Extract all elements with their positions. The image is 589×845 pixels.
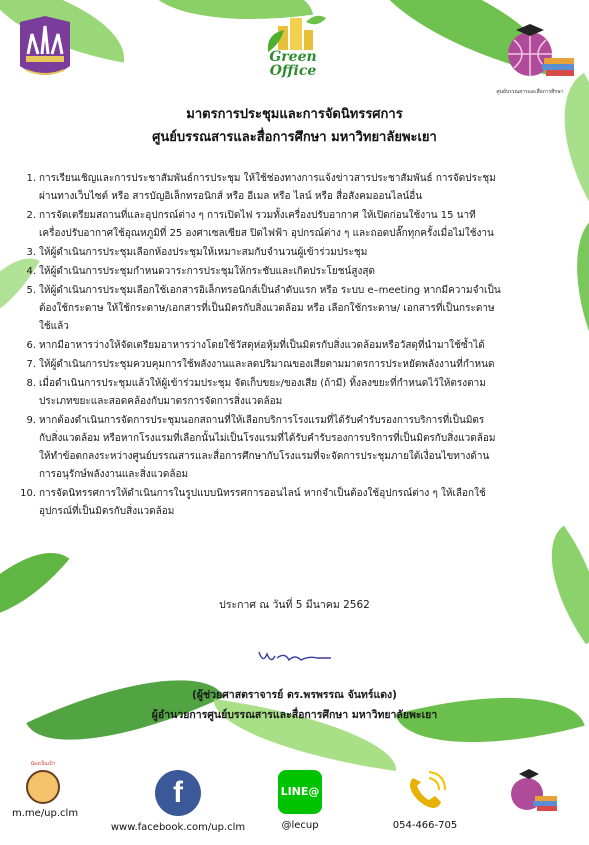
office-word: Office [269,63,317,79]
measure-text [39,337,570,355]
measure-line: ให้ผู้ดำเนินการประชุมควบคุมการใช้พลังงานและลดปริมาณของเสียตามมาตรการประหยัดพลังงานที่กำหนด [39,359,495,370]
measure-item [18,244,570,262]
footer-facebook[interactable] [108,770,248,833]
university-logo [16,14,74,88]
measure-line: ใช้แล้ว [39,321,69,332]
measure-line: กับสิ่งแวดล้อม หรือหากโรงแรมที่เลือกนั้นไม่เป็นโรงแรมที่ได้รับคำรับรองการบริการที่เป็นมิตรกับสิ่งแวดล้อม [39,433,496,444]
line-icon[interactable]: LINE@ [278,770,322,814]
library-logo-caption: ศูนย์บรรณสารและสื่อการศึกษา [496,89,564,95]
measure-item [18,282,570,336]
measure-item [18,207,570,243]
signer-position: ผู้อำนวยการศูนย์บรรณสารและสื่อการศึกษา มหาวิทยาลัยพะเยา [151,709,438,721]
measure-line: ต้องใช้กระดาษ ให้ใช้กระดาษ/เอกสารที่เป็นมิตรกับสิ่งแวดล้อม หรือ เลือกใช้กระดาษ/ เอกสารที่เป็นกระดาษ [39,303,495,314]
measure-line: หากต้องดำเนินการจัดการประชุมนอกสถานที่ให้เลือกบริการโรงแรมที่ได้รับคำรับรองการบริการที่เป็นมิตร [39,415,485,426]
library-center-logo [480,20,580,100]
measure-line: การจัดนิทรรศการให้ดำเนินการในรูปแบบนิทรรศการออนไลน์ หากจำเป็นต้องใช้อุปกรณ์ต่าง ๆ ให้เลือกใช้ [39,488,486,499]
measure-text [39,207,570,243]
facebook-link[interactable]: www.facebook.com/up.clm [110,822,246,833]
measure-text [39,485,570,521]
measure-line: อุปกรณ์ที่เป็นมิตรกับสิ่งแวดล้อม [39,506,175,517]
measure-line: การจัดเตรียมสถานที่และอุปกรณ์ต่าง ๆ การเปิดไฟ รวมทั้งเครื่องปรับอากาศ ให้เปิดก่อนใช้งาน 15 นาที [39,210,476,221]
measure-number: 4. [26,266,36,277]
measure-number: 9. [26,415,36,426]
signer-name: (ผู้ช่วยศาสตราจารย์ ดร.พรพรรณ จันทร์แดง) [192,689,397,701]
measure-line: ประเภทขยะและสอดคล้องกับมาตรการจัดการสิ่งแวดล้อม [39,396,283,407]
footer-line[interactable] [270,770,330,831]
green-word: Green [269,49,317,65]
measure-line: การอนุรักษ์พลังงานและสิ่งแวดล้อม [39,469,189,480]
announcement-date: ประกาศ ณ วันที่ 5 มีนาคม 2562 [219,599,370,611]
measure-number: 6. [26,340,36,351]
measure-text [39,170,570,206]
measure-line: เครื่องปรับอากาศใช้อุณหภูมิที่ 25 องศาเซลเซียส ปิดไฟฟ้า อุปกรณ์ต่าง ๆ และถอดปลั๊กทุกครั้งเมื่อไม่ใช้งาน [39,228,494,239]
measure-line: ให้ผู้ดำเนินการประชุมเลือกห้องประชุมให้เหมาะสมกับจำนวนผู้เข้าร่วมประชุม [39,247,368,258]
leaf-left-low [0,527,70,643]
mascot-label: น้องเป็นเป้า [30,761,56,767]
measure-line: หากมีอาหารว่างให้จัดเตรียมอาหารว่างโดยใช้วัสดุห่อหุ้มที่เป็นมิตรกับสิ่งแวดล้อมหรือวัสดุที่นำมาใช้ซ้ำได้ [39,340,485,351]
measure-text [39,244,570,262]
measure-number: 2. [26,210,36,221]
measure-line: ให้ทำข้อตกลงระหว่างศูนย์บรรณสารและสื่อการศึกษากับโรงแรมที่จะจัดการประชุมภายใต้เงื่อนไขทางด้าน [39,451,490,462]
measure-item [18,337,570,355]
measure-line: ให้ผู้ดำเนินการประชุมกำหนดวาระการประชุมให้กระชับและเกิดประโยชน์สูงสุด [39,266,375,277]
measure-item [18,485,570,521]
measure-number: 3. [26,247,36,258]
measure-number: 1. [26,173,36,184]
title-line-2: ศูนย์บรรณสารและสื่อการศึกษา มหาวิทยาลัยพะเยา [152,130,437,145]
footer-messenger[interactable] [12,760,79,819]
measure-number: 7. [26,359,36,370]
footer-library-logo [494,766,564,819]
measure-line: การเรียนเชิญและการประชาสัมพันธ์การประชุม ให้ใช้ช่องทางการแจ้งข่าวสารประชาสัมพันธ์ การจัดประชุม [39,173,496,184]
measure-item [18,375,570,411]
measure-number: 10. [20,488,36,499]
measure-number: 5. [26,285,36,296]
title-line-1: มาตรการประชุมและการจัดนิทรรศการ [186,107,403,122]
measure-text [39,356,570,374]
phone-number[interactable]: 054-466-705 [392,820,458,831]
measure-line: ผ่านทางเว็บไซต์ หรือ สารบัญอิเล็กทรอนิกส์ หรือ อีเมล หรือ ไลน์ หรือ สื่อสังคมออนไลน์อื่น [39,191,423,202]
measure-number: 8. [26,378,36,389]
measure-line: เมื่อดำเนินการประชุมแล้วให้ผู้เข้าร่วมประชุม จัดเก็บขยะ/ของเสีย (ถ้ามี) ทิ้งลงขยะที่กำหนดไว้ให้ตรงตาม [39,378,486,389]
leaf-right-low [523,526,589,645]
measure-item [18,412,570,484]
measure-line: ให้ผู้ดำเนินการประชุมเลือกใช้เอกสารอิเล็กทรอนิกส์เป็นลำดับแรก หรือ ระบบ e–meeting หากมีความจำเป็น [39,285,501,296]
measure-text [39,412,570,484]
facebook-icon[interactable]: f [155,770,201,816]
line-id[interactable]: @lecup [281,820,319,831]
measure-item [18,356,570,374]
measure-text [39,263,570,281]
measure-text [39,282,570,336]
measures-list [18,170,570,522]
measure-text [39,375,570,411]
footer-phone[interactable] [385,770,465,831]
phone-icon[interactable] [403,770,447,814]
messenger-link[interactable]: m.me/up.clm [12,808,79,819]
signature [255,648,335,668]
green-office-text [248,50,338,78]
mascot-icon [26,770,60,804]
measure-item [18,170,570,206]
measure-item [18,263,570,281]
